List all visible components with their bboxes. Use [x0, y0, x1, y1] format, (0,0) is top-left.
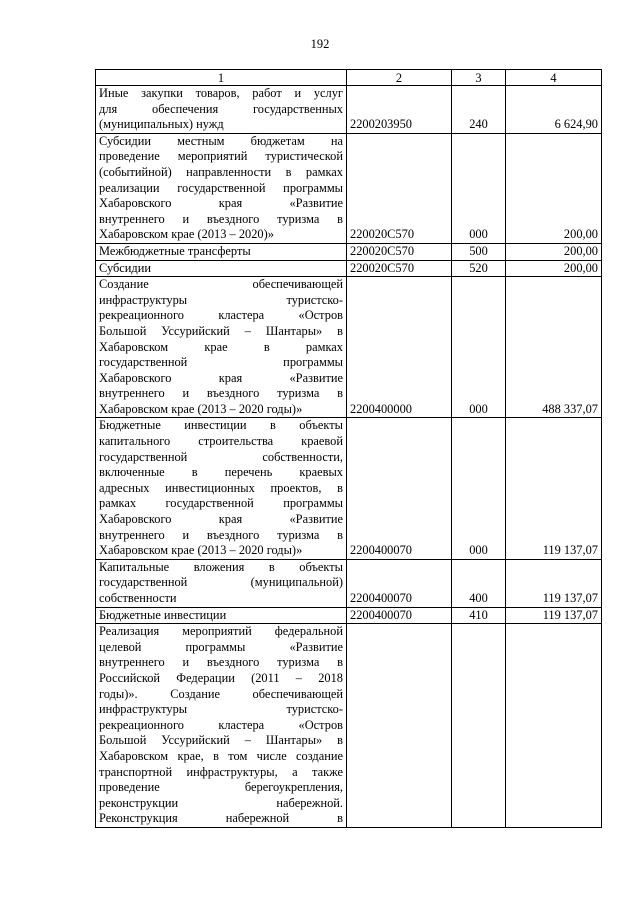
row-amount-cell: 200,00 — [506, 243, 602, 260]
row-name-line: годы)». Создание обеспечивающей — [99, 686, 343, 701]
row-name-line: включенные в перечень краевых — [99, 465, 343, 480]
row-name-line: реконструкции набережной. — [99, 795, 343, 810]
row-amount-cell: 119 137,07 — [506, 559, 602, 607]
row-name-line: Межбюджетные трансферты — [99, 243, 251, 258]
table-row — [96, 418, 602, 559]
column-header-4: 4 — [506, 70, 602, 86]
budget-table — [95, 69, 602, 828]
row-name-line: рамках государственной программы — [99, 496, 343, 511]
row-name-line: (муниципальных) нужд — [99, 117, 224, 132]
row-code-cell: 2200203950 — [347, 86, 452, 134]
table-row — [96, 607, 602, 624]
row-name-line: для обеспечения государственных — [99, 101, 343, 116]
row-code-cell: 2200400070 — [347, 607, 452, 624]
row-name-line: Иные закупки товаров, работ и услуг — [99, 86, 343, 100]
row-name-line: Реализация мероприятий федеральной — [99, 624, 343, 639]
row-name-cell — [96, 260, 347, 277]
row-name-line: Хабаровского края «Развитие — [99, 196, 343, 211]
page-number: 192 — [310, 37, 330, 51]
row-amount-cell: 6 624,90 — [506, 86, 602, 134]
row-amount-cell: 488 337,07 — [506, 277, 602, 418]
table-row — [96, 86, 602, 134]
row-name-line: капитального строительства краевой — [99, 434, 343, 449]
table-row — [96, 277, 602, 418]
table-row — [96, 559, 602, 607]
row-name-cell — [96, 133, 347, 243]
row-name-line: государственной собственности, — [99, 449, 343, 464]
row-expense-type-cell: 000 — [452, 277, 506, 418]
table-row — [96, 133, 602, 243]
row-name-cell — [96, 559, 347, 607]
table-row — [96, 624, 602, 828]
table-header-row — [96, 70, 602, 86]
row-name-line: адресных инвестиционных проектов, в — [99, 480, 343, 495]
row-name-line: Российской Федерации (2011 – 2018 — [99, 670, 343, 685]
row-code-cell: 220020С570 — [347, 243, 452, 260]
row-name-line: Бюджетные инвестиции в объекты — [99, 418, 343, 433]
table-row — [96, 243, 602, 260]
row-name-line: рекреационного кластера «Остров — [99, 717, 343, 732]
row-name-line: проведение берегоукрепления, — [99, 780, 343, 795]
row-code-cell — [347, 624, 452, 828]
row-expense-type-cell: 410 — [452, 607, 506, 624]
row-name-line: Хабаровском крае (2013 – 2020 годы)» — [99, 543, 303, 558]
row-name-line: Капитальные вложения в объекты — [99, 559, 343, 574]
row-expense-type-cell: 400 — [452, 559, 506, 607]
row-name-line: проведение мероприятий туристической — [99, 149, 343, 164]
row-name-line: Хабаровского края «Развитие — [99, 512, 343, 527]
table-body — [96, 86, 602, 828]
row-name-line: государственной программы — [99, 355, 343, 370]
row-name-cell — [96, 418, 347, 559]
row-name-line: транспортной инфраструктуры, а также — [99, 764, 343, 779]
row-name-line: реализации государственной программы — [99, 180, 343, 195]
row-name-cell — [96, 243, 347, 260]
row-expense-type-cell: 000 — [452, 133, 506, 243]
row-name-line: внутреннего и въездного туризма в — [99, 386, 343, 401]
row-amount-cell: 119 137,07 — [506, 418, 602, 559]
row-name-line: государственной (муниципальной) — [99, 575, 343, 590]
row-code-cell: 220020С570 — [347, 260, 452, 277]
row-amount-cell — [506, 624, 602, 828]
row-name-line: Хабаровском крае, в том числе создание — [99, 748, 343, 763]
row-name-line: целевой программы «Развитие — [99, 639, 343, 654]
row-amount-cell: 200,00 — [506, 260, 602, 277]
column-header-1: 1 — [96, 70, 347, 86]
row-name-line: Большой Уссурийский – Шантары» в — [99, 733, 343, 748]
column-header-2: 2 — [347, 70, 452, 86]
table-row — [96, 260, 602, 277]
row-code-cell: 220020С570 — [347, 133, 452, 243]
row-name-line: (событийной) направленности в рамках — [99, 164, 343, 179]
row-name-line: Создание обеспечивающей — [99, 277, 343, 292]
row-name-line: внутреннего и въездного туризма в — [99, 527, 343, 542]
row-amount-cell: 200,00 — [506, 133, 602, 243]
row-amount-cell: 119 137,07 — [506, 607, 602, 624]
row-name-line: инфраструктуры туристско- — [99, 292, 343, 307]
row-name-line: Хабаровском крае (2013 – 2020 годы)» — [99, 401, 303, 416]
row-name-line: инфраструктуры туристско- — [99, 702, 343, 717]
row-code-cell: 2200400070 — [347, 418, 452, 559]
row-code-cell: 2200400000 — [347, 277, 452, 418]
row-expense-type-cell: 520 — [452, 260, 506, 277]
row-name-cell — [96, 624, 347, 828]
row-expense-type-cell: 500 — [452, 243, 506, 260]
row-name-line: Хабаровском крае (2013 – 2020)» — [99, 227, 274, 242]
row-name-line: Субсидии местным бюджетам на — [99, 133, 343, 148]
row-expense-type-cell — [452, 624, 506, 828]
row-name-line: Хабаровском крае в рамках — [99, 339, 343, 354]
row-name-line: внутреннего и въездного туризма в — [99, 211, 343, 226]
row-code-cell: 2200400070 — [347, 559, 452, 607]
column-header-3: 3 — [452, 70, 506, 86]
row-name-line: Большой Уссурийский – Шантары» в — [99, 323, 343, 338]
row-expense-type-cell: 240 — [452, 86, 506, 134]
row-name-cell — [96, 607, 347, 624]
row-name-cell — [96, 277, 347, 418]
row-name-line: рекреационного кластера «Остров — [99, 308, 343, 323]
row-name-line: Реконструкция набережной в — [99, 811, 343, 826]
row-name-line: Субсидии — [99, 260, 151, 275]
row-name-line: внутреннего и въездного туризма в — [99, 655, 343, 670]
row-name-line: собственности — [99, 591, 177, 605]
row-expense-type-cell: 000 — [452, 418, 506, 559]
row-name-line: Бюджетные инвестиции — [99, 607, 227, 622]
row-name-line: Хабаровского края «Развитие — [99, 370, 343, 385]
row-name-cell — [96, 86, 347, 134]
